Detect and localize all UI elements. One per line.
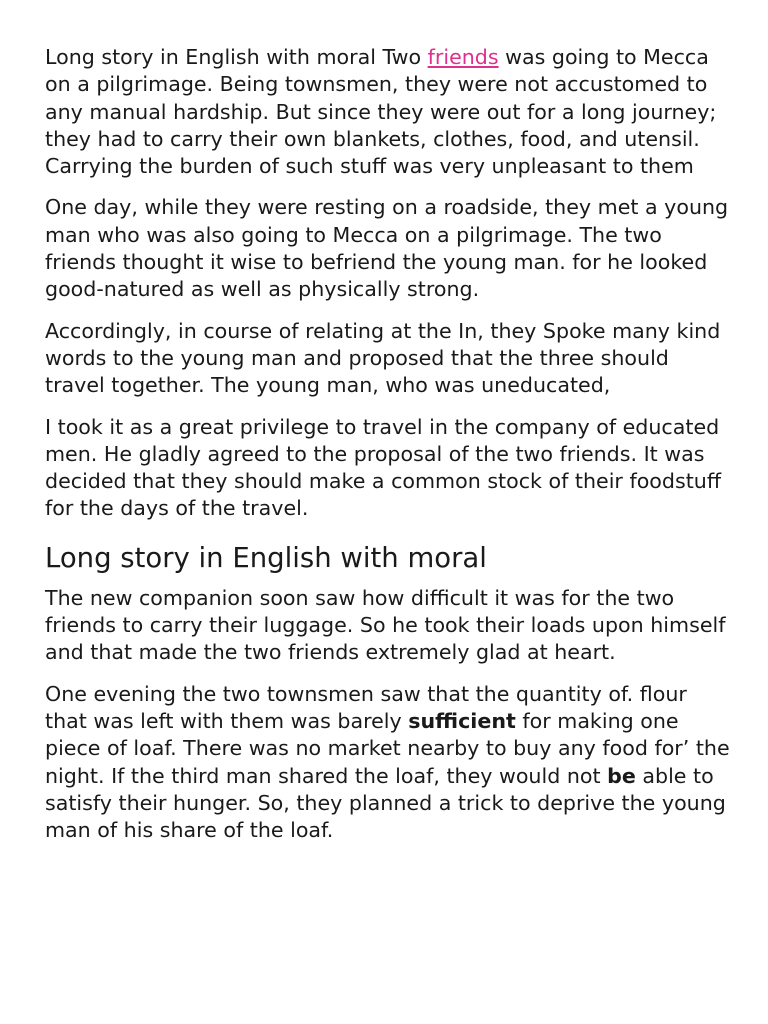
paragraph-6-text-2: for making one piece of loaf. There was no market nearby to buy any food for’ the night. If the third man shared the loaf, they would not: [45, 708, 730, 788]
paragraph-1-text-start: Long story in English with moral Two: [45, 45, 428, 69]
bold-word-sufficient: sufficient: [408, 708, 516, 733]
paragraph-1-text-end: was going to Mecca on a pilgrimage. Being townsmen, they were not accustomed to any manual hardship. But since they were out for a long journey; they had to carry their own blankets, clothes, food, and utensil. Carrying the burden of such stuff was very unpleasant to them: [45, 45, 717, 179]
paragraph-5: The new companion soon saw how difficult it was for the two friends to carry their luggage. So he took their loads upon himself and that made the two friends extremely glad at heart.: [45, 585, 726, 665]
paragraph-1: [45, 44, 735, 180]
paragraph-6: [45, 681, 735, 845]
section-heading: Long story in English with moral: [45, 541, 487, 574]
friends-link[interactable]: friends: [427, 45, 499, 69]
article-body: [45, 44, 735, 858]
paragraph-6-text-3: able to satisfy their hunger. So, they planned a trick to deprive the young man of his share of the loaf.: [45, 763, 726, 843]
bold-word-be: be: [607, 763, 636, 788]
paragraph-4: I took it as a great privilege to travel in the company of educated men. He gladly agreed to the proposal of the two friends. It was decided that they should make a common stock of their foodstuff for the days of the travel.: [45, 414, 722, 521]
paragraph-3: Accordingly, in course of relating at the In, they Spoke many kind words to the young man and proposed that the three should travel together. The young man, who was uneducated,: [45, 318, 721, 398]
paragraph-2: One day, while they were resting on a roadside, they met a young man who was also going to Mecca on a pilgrimage. The two friends thought it wise to befriend the young man. for he looked good-natured as well as physically strong.: [45, 195, 729, 302]
paragraph-6-text-1: One evening the two townsmen saw that the quantity of. flour that was left with them was barely: [45, 681, 687, 733]
